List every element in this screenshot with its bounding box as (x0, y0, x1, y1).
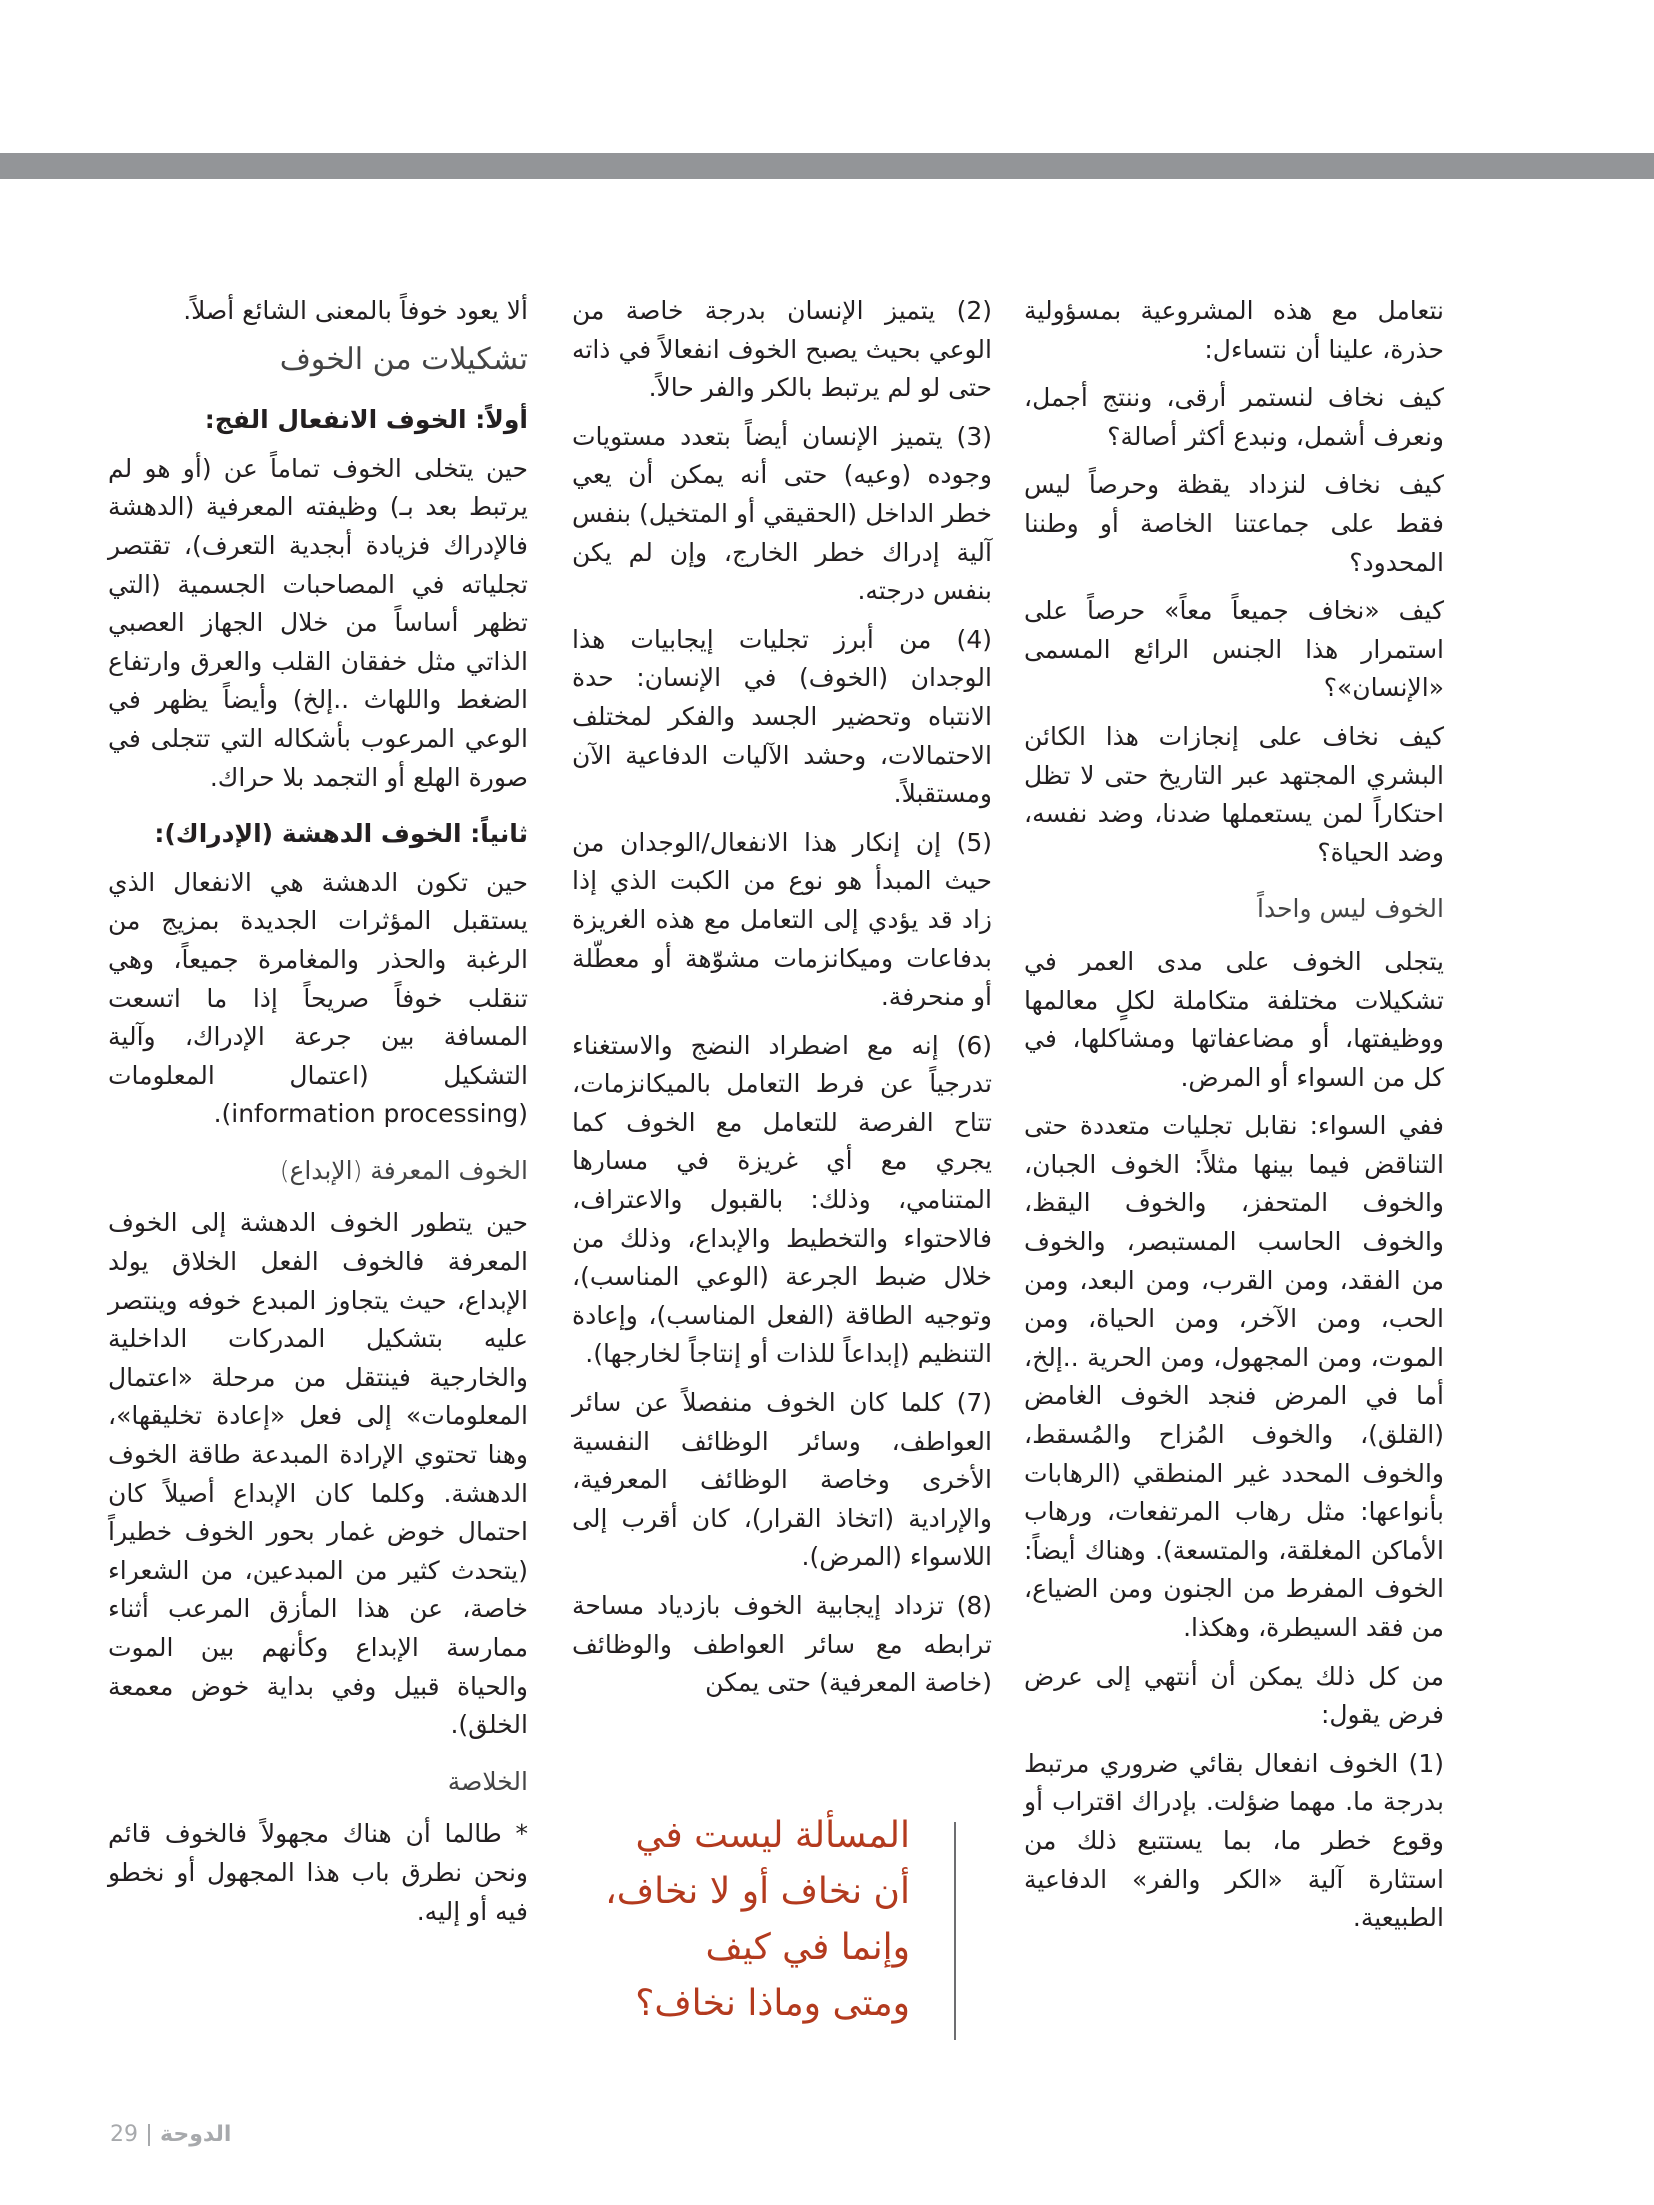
pull-quote (580, 1808, 910, 2032)
subsection-title: أولاً: الخوف الانفعال الفج: (204, 405, 528, 435)
paragraph: كيف نخاف لنزداد يقظة وحرصاً ليس فقط على جماعتنا الخاصة أو وطننا المحدود؟ (1024, 470, 1444, 577)
column-left (108, 292, 528, 1941)
section-title: الخوف المعرفة (الإبداع) (279, 1155, 528, 1185)
paragraph: * طالما أن هناك مجهولاً فالخوف قائم ونحن نطرق باب هذا المجهول أو نخطو فيه أو إليه. (108, 1819, 528, 1926)
paragraph: (3) يتميز الإنسان أيضاً بتعدد مستويات وجوده (وعيه) حتى أنه يمكن أن يعي خطر الداخل (الحقيقي أو المتخيل) بنفس آلية إدراك خطر الخارج، وإن لم يكن بنفس درجته. (572, 421, 992, 606)
magazine-name: الدوحة (160, 2122, 232, 2147)
paragraph: (4) من أبرز تجليات إيجابيات هذا الوجدان (الخوف) في الإنسان: حدة الانتباه وتحضير الجسد والفكر لمختلف الاحتمالات، وحشد الآليات الدفاعية الآن ومستقبلاً. (572, 624, 992, 809)
paragraph: حين تكون الدهشة هي الانفعال الذي يستقبل المؤثرات الجديدة بمزيج من الرغبة والحذر والمغامرة جميعاً، وهي تنقلب خوفاً صريحاً إذا ما اتسعت المسافة بين جرعة الإدراك، وآلية التشكيل (اعتمال المعلومات (information processing). (108, 867, 528, 1129)
pull-quote-line: المسألة ليست في (635, 1815, 910, 1856)
section-title: تشكيلات من الخوف (279, 341, 528, 377)
page-footer (110, 2122, 231, 2147)
pull-quote-rule (954, 1822, 956, 2040)
paragraph: (8) تزداد إيجابية الخوف بازدياد مساحة ترابطه مع سائر العواطف والوظائف (خاصة المعرفية) حتى يمكن (572, 1591, 992, 1698)
paragraph: ففي السواء: نقابل تجليات متعددة حتى التناقض فيما بينها مثلاً: الخوف الجبان، والخوف المتحفز، والخوف اليقظ، والخوف الحاسب المستبصر، والخوف من الفقد، ومن القرب، ومن البعد، ومن الحب، ومن الآخر، ومن الحياة، ومن الموت، ومن المجهول، ومن الحرية ..إلخ، أما في المرض فنجد الخوف الغامض (القلق)، والخوف المُزاح والمُسقط، والخوف المحدد غير المنطقي (الرهابات بأنواعها: مثل رهاب المرتفعات، ورهاب الأماكن المغلقة، والمتسعة). وهناك أيضاً: الخوف المفرط من الجنون ومن الضياع، من فقد السيطرة، وهكذا. (1024, 1111, 1444, 1642)
paragraph: كيف نخاف على إنجازات هذا الكائن البشري المجتهد عبر التاريخ حتى لا تظل احتكاراً لمن يستعملها ضدنا، وضد نفسه، وضد الحياة؟ (1024, 721, 1444, 867)
paragraph: (6) إنه مع اضطراد النضج والاستغناء تدرجياً عن فرط التعامل بالميكانزمات، تتاح الفرصة للتعامل مع الخوف كما يجري مع أي غريزة في مسارها المتنامي، وذلك: بالقبول والاعتراف، فالاحتواء والتخطيط والإبداع، وذلك من خلال ضبط الجرعة (الوعي المناسب)، وتوجيه الطاقة (الفعل المناسب)، وإعادة التنظيم (إبداعاً للذات أو إنتاجاً لخارجها). (572, 1030, 992, 1369)
paragraph: كيف «نخاف جميعاً معاً» حرصاً على استمرار هذا الجنس الرائع المسمى «الإنسان»؟ (1024, 596, 1444, 703)
paragraph: حين يتخلى الخوف تماماً عن (أو هو لم يرتبط بعد بـ) وظيفته المعرفية (الدهشة فالإدراك فزيادة أبجدية التعرف)، تقتصر تجلياته في المصاحبات الجسمية (التي تظهر أساساً من خلال الجهاز العصبي الذاتي مثل خفقان القلب والعرق وارتفاع الضغط واللهاث ..إلخ) وأيضاً يظهر في الوعي المرعوب بأشكاله التي تتجلى في صورة الهلع أو التجمد بلا حراك. (108, 453, 528, 792)
paragraph: ألا يعود خوفاً بالمعنى الشائع أصلاً. (183, 296, 528, 325)
section-title: الخوف ليس واحداً (1257, 894, 1444, 924)
paragraph: حين يتطور الخوف الدهشة إلى الخوف المعرفة فالخوف الفعل الخلاق يولد الإبداع، حيث يتجاوز المبدع خوفه وينتصر عليه بتشكيل المدركات الداخلية والخارجية فينتقل من مرحلة «اعتمال المعلومات» إلى فعل «إعادة تخليقها»، وهنا تحتوي الإرادة المبدعة طاقة الخوف الدهشة. وكلما كان الإبداع أصيلاً كان احتمال خوض غمار بحور الخوف خطيراً (يتحدث كثير من المبدعين، من الشعراء خاصة، عن هذا المأزق المرعب أثناء ممارسة الإبداع وكأنهم بين الموت والحياة قبيل وفي بداية خوض معمعة الخلق). (108, 1208, 528, 1740)
paragraph: (7) كلما كان الخوف منفصلاً عن سائر العواطف، وسائر الوظائف النفسية الأخرى وخاصة الوظائف المعرفية، والإرادية (اتخاذ القرار)، كان أقرب إلى اللاسواء (المرض). (572, 1388, 992, 1572)
paragraph: من كل ذلك يمكن أن أنتهي إلى عرض فرض يقول: (1024, 1661, 1444, 1730)
subsection-title: ثانياً: الخوف الدهشة (الإدراك): (154, 819, 528, 849)
paragraph: (5) إن إنكار هذا الانفعال/الوجدان من حيث المبدأ هو نوع من الكبت الذي إذا زاد قد يؤدي إلى التعامل مع هذه الغريزة بدفاعات وميكانزمات مشوّهة أو معطّلة أو منحرفة. (572, 827, 992, 1012)
page-number: 29 (110, 2122, 138, 2147)
paragraph: نتعامل مع هذه المشروعية بمسؤولية حذرة، علينا أن نتساءل: (1024, 296, 1444, 364)
paragraph: كيف نخاف لنستمر أرقى، وننتج أجمل، ونعرف أشمل، ونبدع أكثر أصالة؟ (1024, 383, 1444, 451)
paragraph: يتجلى الخوف على مدى العمر في تشكيلات مختلفة متكاملة لكلٍ معالمها ووظيفتها، أو مضاعفاتها ومشاكلها، في كل من السواء أو المرض. (1024, 946, 1444, 1092)
paragraph: (2) يتميز الإنسان بدرجة خاصة من الوعي بحيث يصبح الخوف انفعالاً في ذاته حتى لو لم يرتبط بالكر والفر حالاً. (572, 296, 992, 403)
footer-divider (148, 2124, 150, 2146)
pull-quote-line: ومتى وماذا نخاف؟ (635, 1983, 910, 2024)
column-right (1024, 292, 1444, 1948)
paragraph: (1) الخوف انفعال بقائي ضروري مرتبط بدرجة ما. مهما ضؤلت. بإدراك اقتراب أو وقوع خطر ما، بما يستتبع ذلك من استثارة آلية «الكر والفر» الدفاعية الطبيعية. (1024, 1748, 1444, 1933)
header-band (0, 153, 1654, 179)
column-middle (572, 292, 992, 1713)
section-title: الخلاصة (447, 1766, 528, 1796)
pull-quote-line: أن نخاف أو لا نخاف، (605, 1871, 910, 1912)
pull-quote-line: وإنما في كيف (705, 1927, 910, 1968)
